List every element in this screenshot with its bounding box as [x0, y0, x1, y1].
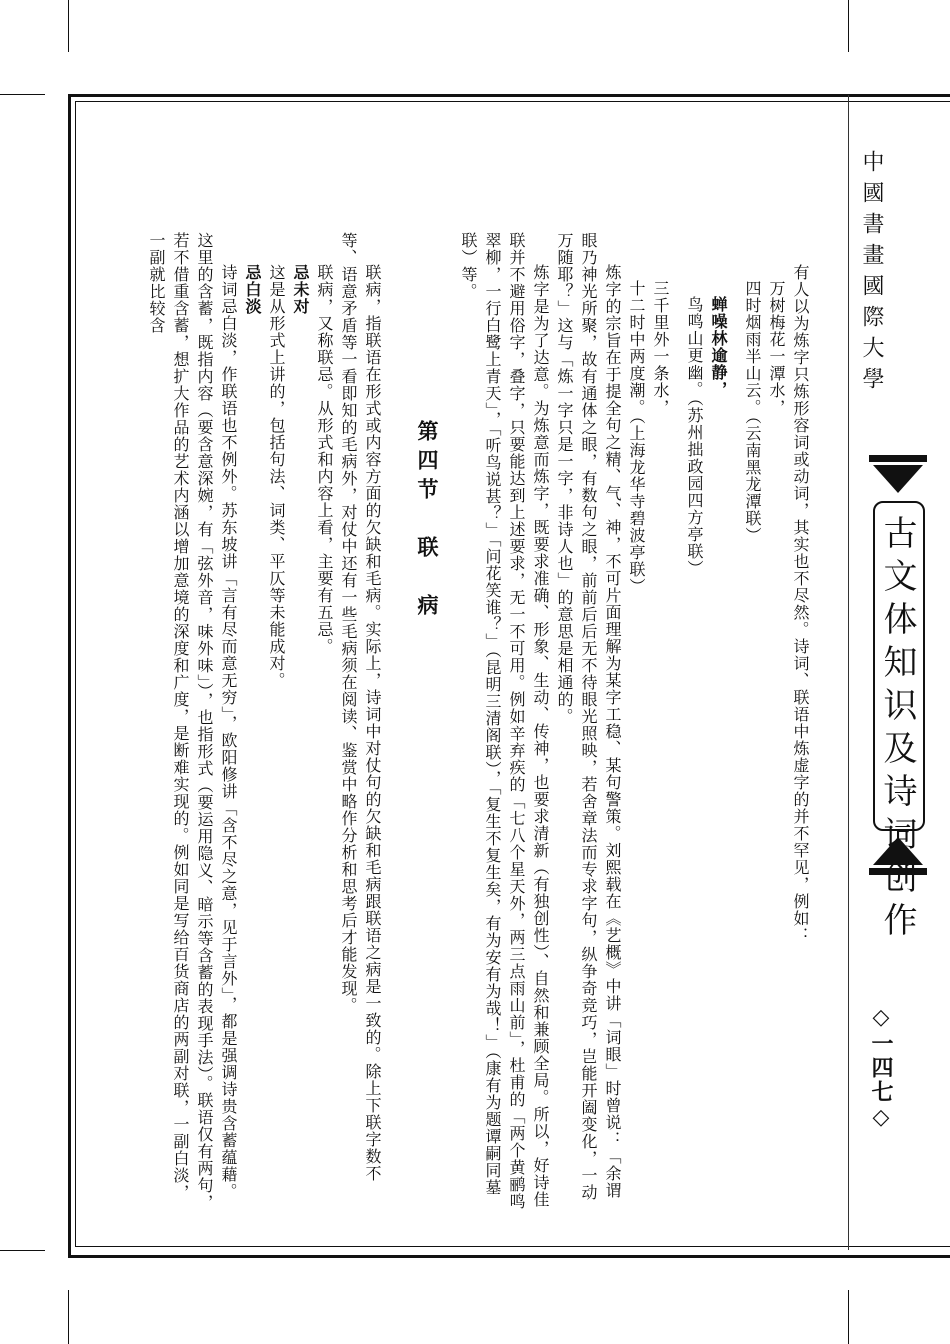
page-body [108, 232, 812, 1212]
paragraph: 炼字是为了达意。为炼意而炼字，既要求准确、形象、生动、传神，也要求清新（有独创性）、自然和兼顾全局。所以，好诗佳联并不避用俗字，叠字，只要能达到上述要求，无一不可用。例如辛弃疾的「七八个星天外，两三点雨山前」，杜甫的「两个黄鹂鸣翠柳，一行白鹭上青天」，「听鸟说甚？」「问花笑谁？」（昆明三清阁联），「复生不复生矣，有为安有为哉！」（康有为题谭嗣同墓联）等。 [459, 232, 550, 1210]
book-title: 古文体知识及诗词创作 [877, 515, 917, 945]
couplet-line: 四时烟雨半山云。（云南黑龙潭联） [743, 280, 762, 544]
section-title: 第四节 联 病 [415, 420, 440, 623]
cartouche-bar-top [869, 455, 927, 462]
cartouche-cap-top [873, 465, 923, 493]
couplet-line: 万树梅花一潭水， [767, 280, 786, 416]
paragraph: 这是从形式上讲的，包括句法、词类、平仄等未能成对。 [267, 264, 286, 689]
subheading: 忌白淡 [243, 264, 262, 315]
couplet-line: 蝉噪林逾静， [709, 296, 728, 398]
spacer [672, 232, 682, 1212]
crop-mark-bottom-right [848, 1290, 849, 1344]
school-name: 中國書畫國際大學 [859, 150, 884, 398]
spacer [730, 232, 740, 1212]
margin-rule [848, 95, 849, 1250]
couplet-line: 鸟鸣山更幽。（苏州拙政园四方亭联） [685, 296, 704, 577]
couplet-line: 十二时中两度潮。（上海龙华寺碧波亭联） [627, 280, 646, 595]
crop-mark-bottom-left [68, 1290, 69, 1344]
page-number: ◇一四七◇ [868, 1004, 894, 1132]
crop-mark-top-right [848, 0, 849, 52]
paragraph: 联病，指联语在形式或内容方面的欠缺和毛病。实际上，诗词中对仗句的欠缺和毛病跟联语之病是一致的。除上下联字数不等、语意矛盾等一看即知的毛病外，对仗中还有一些毛病须在阅读、鉴赏中略作分析和思考后才能发现。 [339, 232, 382, 1182]
paragraph: 诗词忌白淡，作联语也不例外。苏东坡讲「言有尽而意无穷」，欧阳修讲「含不尽之意，见于言外」，都是强调诗贵含蓄蕴藉。这里的含蓄，既指内容（要含意深婉，有「弦外音，味外味」），也指形式（要运用隐义、暗示等含蓄的表现手法）。联语仅有两句，若不借重含蓄，想扩大作品的艺术内涵以增加意境的深度和广度，是断难实现的。例如同是写给百货商店的两副对联，一副白淡，一副就比较含 [147, 232, 238, 1211]
crop-mark-left-bottom [0, 1250, 45, 1251]
couplet-line: 三千里外一条水， [651, 280, 670, 416]
paragraph: 联病，又称联忌。从形式和内容上看，主要有五忌。 [315, 264, 334, 655]
paragraph: 有人以为炼字只炼形容词或动词，其实也不尽然。诗词、联语中炼虚字的并不罕见，例如： [791, 264, 810, 944]
crop-mark-top-left [68, 0, 69, 52]
paragraph: 炼字的宗旨在于提全句之精、气、神，不可片面理解为某字工稳、某句警策。刘熙载在《艺概》中讲「词眼」时曾说：「余谓眼乃神光所聚，故有通体之眼，有数句之眼，前前后后无不待眼光照映，若舍章法而专求字句，纵争奇竞巧，岂能开阖变化，一动万随耶？」这与「炼一字只是一字，非诗人也」的意思是相通的。 [555, 232, 622, 1201]
crop-mark-left-top [0, 94, 45, 95]
subheading: 忌未对 [291, 264, 310, 315]
